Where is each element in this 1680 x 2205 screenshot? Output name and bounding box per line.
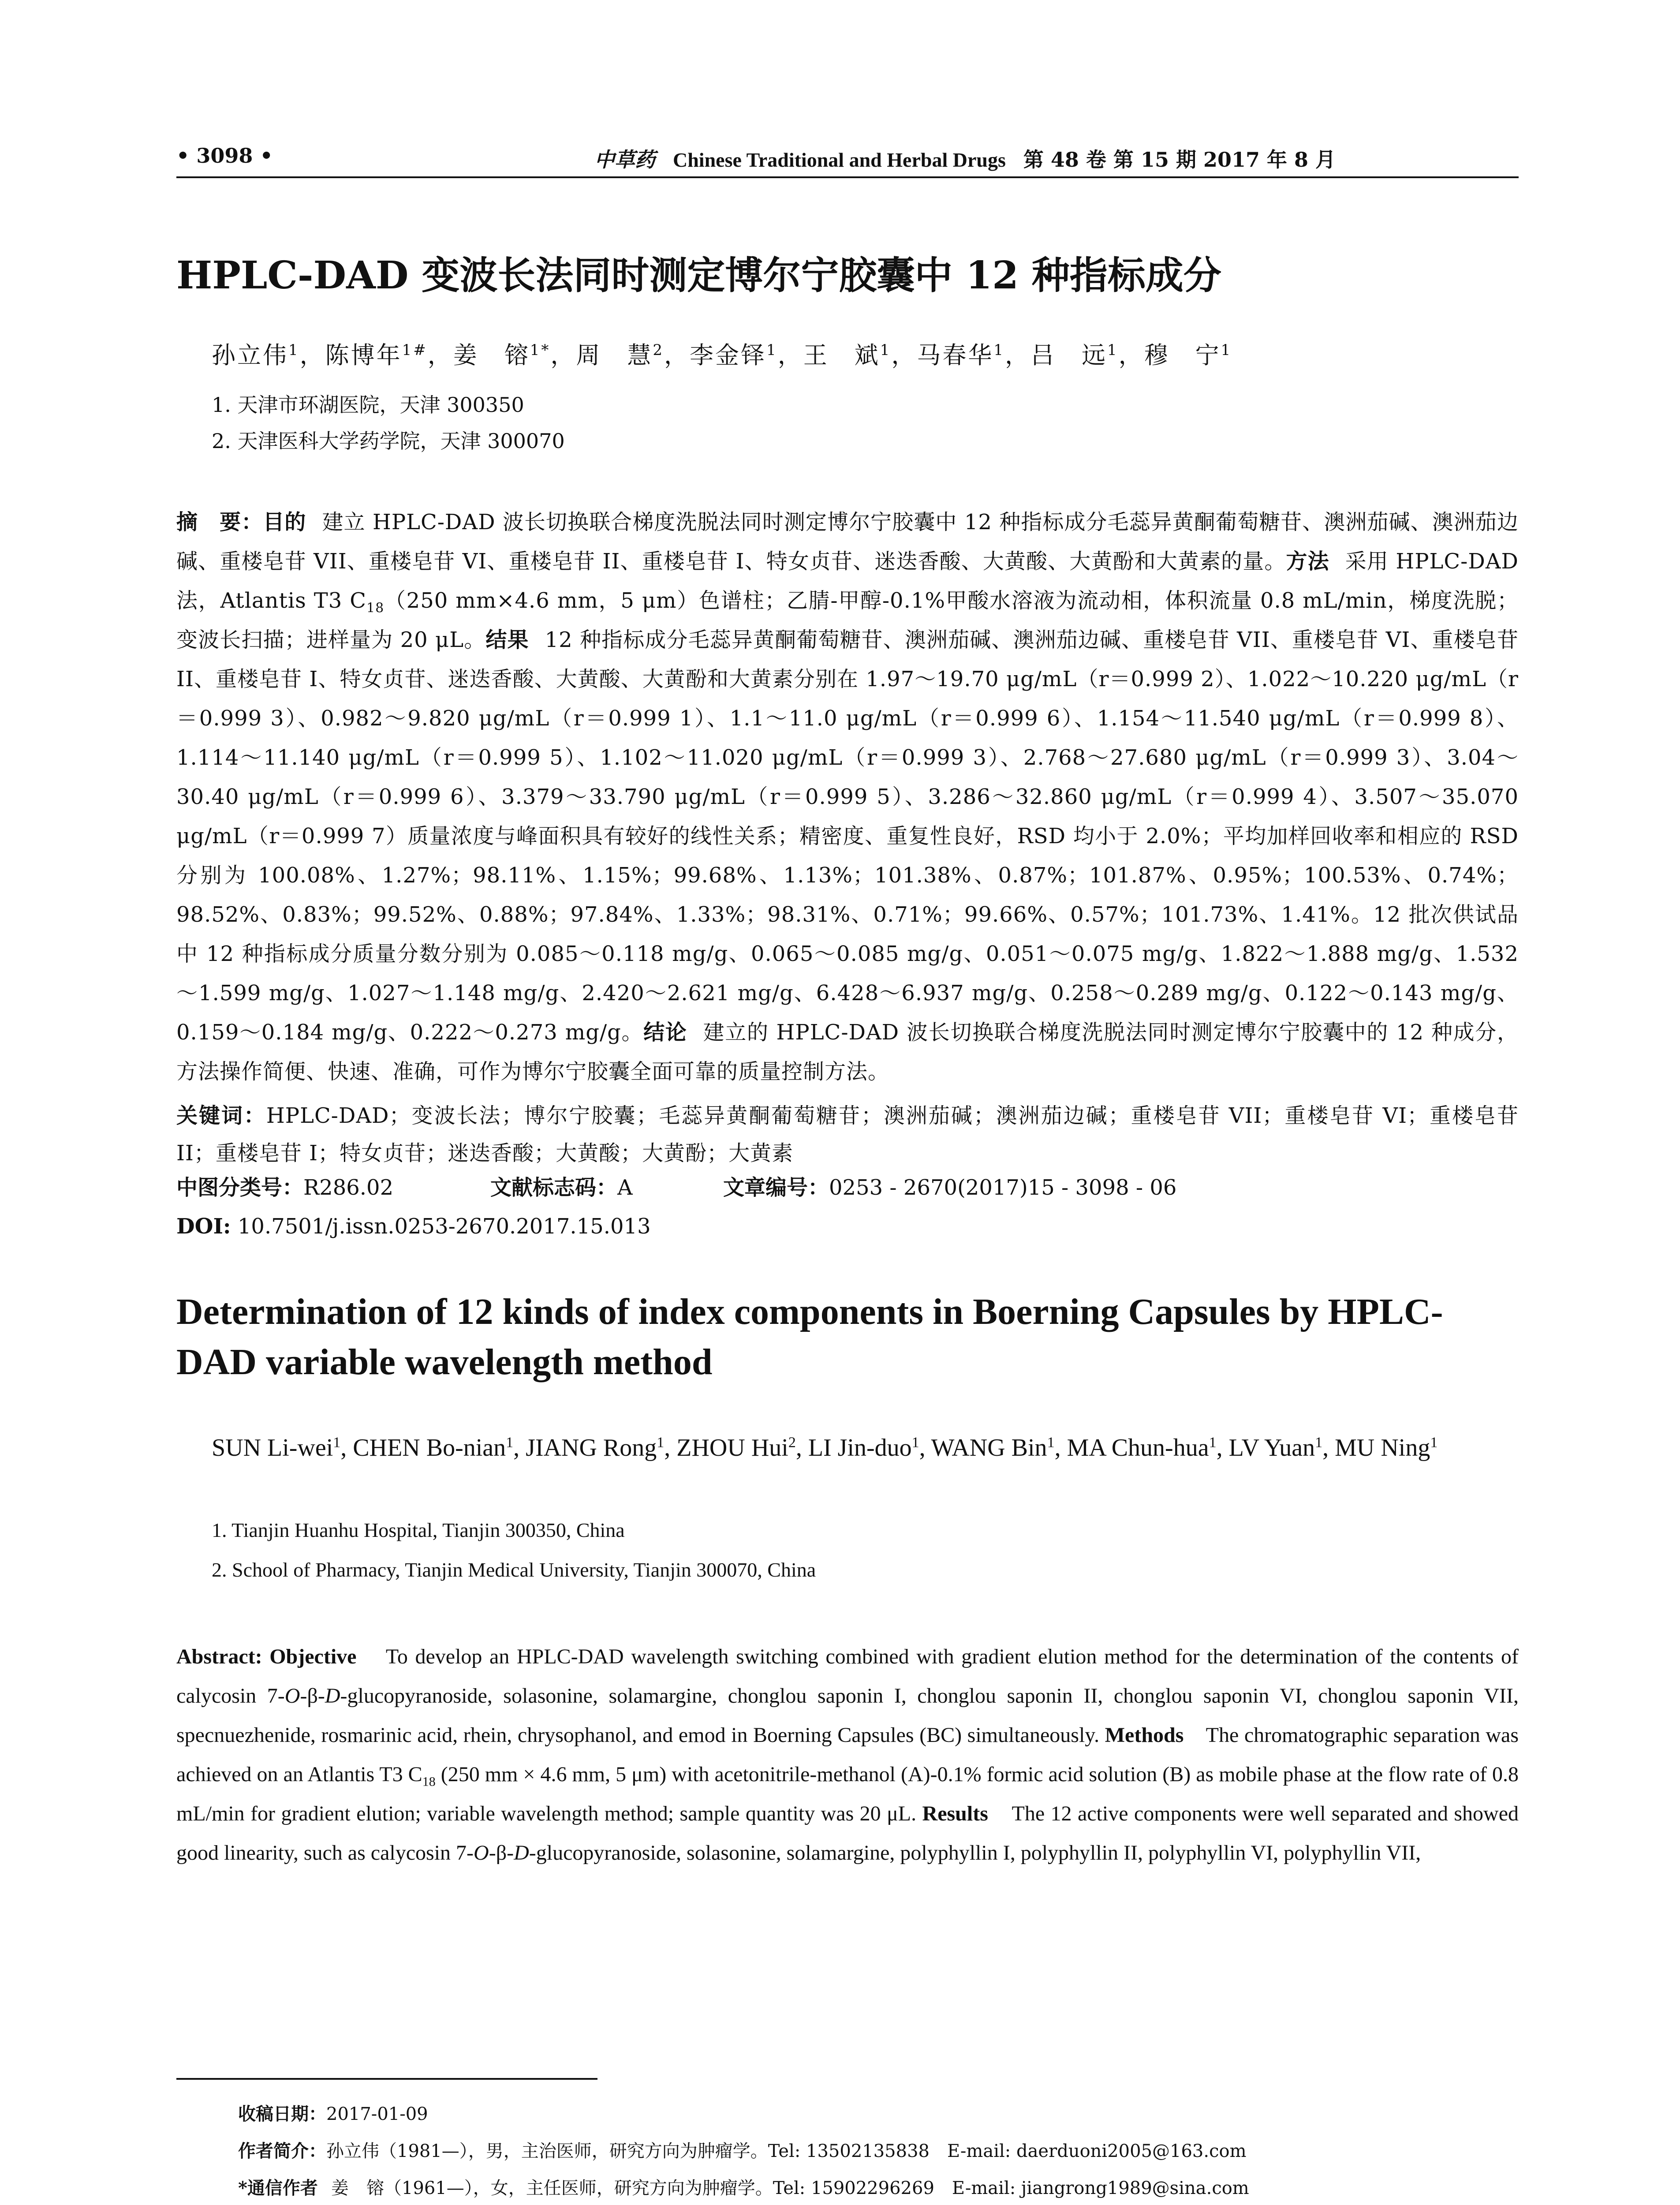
en-affiliation-1: 1. Tianjin Huanhu Hospital, Tianjin 300350, China xyxy=(212,1519,625,1541)
italic-d: D xyxy=(514,1841,529,1865)
en-author-sup: 1 xyxy=(1430,1434,1438,1451)
methods-text-a: 采用 HPLC-DAD 法，Atlantis T3 C xyxy=(176,549,1519,613)
beta: -β- xyxy=(489,1841,514,1865)
doc-code-field xyxy=(490,1172,633,1203)
clc-field xyxy=(176,1172,393,1203)
cn-author: 姜 镕 xyxy=(453,341,530,369)
cn-author-sup: 1# xyxy=(402,341,428,359)
cn-author-sup: 2 xyxy=(653,341,665,359)
author-separator: ， xyxy=(891,341,917,369)
footnote-rule xyxy=(176,2078,597,2080)
conclusion-label: 结论 xyxy=(643,1020,687,1045)
author-separator: ， xyxy=(777,341,803,369)
cn-author: 王 斌 xyxy=(803,341,880,369)
en-author-sup: 1 xyxy=(1209,1434,1217,1451)
cn-author: 陈博年 xyxy=(325,341,402,369)
en-author-sup: 1 xyxy=(911,1434,919,1451)
author-separator: ， xyxy=(664,341,690,369)
footnotes xyxy=(238,2096,1517,2205)
conclusion-text: 建立的 HPLC-DAD 波长切换联合梯度洗脱法同时测定博尔宁胶囊中的 12 种成分，方法操作简便、快速、准确，可作为博尔宁胶囊全面可靠的质量控制方法。 xyxy=(176,1020,1519,1084)
en-abstract-label: Abstract: Objective xyxy=(176,1645,357,1668)
journal-logo-cn: 中草药 xyxy=(594,148,655,172)
corr-label: *通信作者 xyxy=(238,2178,318,2198)
footnote-bio xyxy=(238,2133,1517,2170)
en-author-sup: 1 xyxy=(506,1434,514,1451)
en-author: LV Yuan xyxy=(1228,1434,1315,1461)
issue-info: 第 48 卷 第 15 期 2017 年 8 月 xyxy=(1023,148,1336,172)
en-author-sup: 2 xyxy=(788,1434,796,1451)
en-author: ZHOU Hui xyxy=(676,1434,788,1461)
cn-affiliation-2: 2. 天津医科大学药学院，天津 300070 xyxy=(212,429,565,453)
classification-row xyxy=(176,1172,1519,1203)
results-text: 12 种指标成分毛蕊异黄酮葡萄糖苷、澳洲茄碱、澳洲茄边碱、重楼皂苷 VII、重楼皂苷 VI、重楼皂苷 II、重楼皂苷 I、特女贞苷、迷迭香酸、大黄酸、大黄酚和大黄素分别在 1.97～19.70 μg/mL（r＝0.999 2）、1.022～10.220 μg/mL（r＝0.999 3）、0.982～9.820 μg/mL（r＝0.999 1）、1.1～11.0 μg/mL（r＝0.999 6）、1.154～11.540 μg/mL（r＝0.999 8）、1.114～11.140 μg/mL（r＝0.999 5）、1.102～11.020 μg/mL（r＝0.999 3）、2.768～27.680 μg/mL（r＝0.999 3）、3.04～30.40 μg/mL（r＝0.999 6）、3.379～33.790 μg/mL（r＝0.999 5）、3.286～32.860 μg/mL（r＝0.999 4）、3.507～35.070 μg/mL（r＝0.999 7）质量浓度与峰面积具有较好的线性关系；精密度、重复性良好，RSD 均小于 2.0%；平均加样回收率和相应的 RSD 分别为 100.08%、1.27%；98.11%、1.15%；99.68%、1.13%；101.38%、0.87%；101.87%、0.95%；100.53%、0.74%；98.52%、0.83%；99.52%、0.88%；97.84%、1.33%；98.31%、0.71%；99.66%、0.57%；101.73%、1.41%。12 批次供试品中 12 种指标成分质量分数分别为 0.085～0.118 mg/g、0.065～0.085 mg/g、0.051～0.075 mg/g、1.822～1.888 mg/g、1.532～1.599 mg/g、1.027～1.148 mg/g、2.420～2.621 mg/g、6.428～6.937 mg/g、0.258～0.289 mg/g、0.122～0.143 mg/g、0.159～0.184 mg/g、0.222～0.273 mg/g。 xyxy=(176,628,1519,1045)
en-methods-a: The chromatographic separation was achieved on an Atlantis T3 C xyxy=(176,1723,1519,1786)
bio-text: 孙立伟（1981—），男，主治医师，研究方向为肿瘤学。Tel: 13502135838 E-mail: daerduoni2005@163.com xyxy=(326,2141,1247,2161)
clc-value: R286.02 xyxy=(303,1175,394,1200)
italic-o: O xyxy=(474,1841,489,1865)
cn-author: 穆 宁 xyxy=(1144,341,1221,369)
doi-value: 10.7501/j.issn.0253-2670.2017.15.013 xyxy=(237,1214,651,1239)
author-separator: ， xyxy=(427,341,453,369)
cn-affiliation-1: 1. 天津市环湖医院，天津 300350 xyxy=(212,393,524,417)
en-objective-b: -glucopyranoside, solasonine, solamargine, chonglou saponin I, chonglou saponin II, chonglou saponin VI, chonglou saponin VII, specnuezhenide, rosmarinic acid, rhein, chrysophanol, and emod in Boerning Capsules (BC) simultaneously. xyxy=(176,1684,1519,1747)
cn-author-sup: 1 xyxy=(1221,341,1232,359)
footnote-received xyxy=(238,2096,1517,2133)
cn-author-sup: 1 xyxy=(993,341,1005,359)
cn-author: 孙立伟 xyxy=(212,341,288,369)
cn-author-sup: 1 xyxy=(880,341,892,359)
italic-d: D xyxy=(325,1684,340,1708)
en-results-a: The 12 active components were well separated and showed good linearity, such as calycosin 7- xyxy=(176,1802,1519,1865)
en-results-label: Results xyxy=(922,1802,988,1825)
cn-author: 吕 远 xyxy=(1030,341,1107,369)
en-author: CHEN Bo-nian xyxy=(353,1434,506,1461)
article-no-label: 文章编号： xyxy=(723,1175,829,1200)
en-author: MA Chun-hua xyxy=(1067,1434,1209,1461)
cn-abstract xyxy=(176,503,1519,1091)
en-author: WANG Bin xyxy=(931,1434,1047,1461)
footnote-corresponding xyxy=(238,2170,1517,2205)
en-methods-b: (250 mm × 4.6 mm, 5 μm) with acetonitrile-methanol (A)-0.1% formic acid solution (B) as mobile phase at the flow rate of 0.8 mL/min for gradient elution; variable wavelength method; sample quantity was 20 μL. xyxy=(176,1763,1519,1825)
en-methods-label: Methods xyxy=(1105,1723,1184,1747)
beta: -β- xyxy=(300,1684,325,1708)
cn-authors xyxy=(212,340,1517,371)
received-label: 收稿日期： xyxy=(238,2104,326,2124)
en-author-sup: 1 xyxy=(333,1434,341,1451)
keywords-label: 关键词： xyxy=(176,1103,266,1128)
cn-author: 周 慧 xyxy=(576,341,653,369)
en-author: LI Jin-duo xyxy=(808,1434,912,1461)
methods-label: 方法 xyxy=(1286,549,1329,574)
results-label: 结果 xyxy=(485,628,529,652)
objective-text: 建立 HPLC-DAD 波长切换联合梯度洗脱法同时测定博尔宁胶囊中 12 种指标成分毛蕊异黄酮葡萄糖苷、澳洲茄碱、澳洲茄边碱、重楼皂苷 VII、重楼皂苷 VI、重楼皂苷 II、重楼皂苷 I、特女贞苷、迷迭香酸、大黄酸、大黄酚和大黄素的量。 xyxy=(176,510,1519,574)
doc-code-label: 文献标志码： xyxy=(490,1175,618,1200)
en-results-b: -glucopyranoside, solasonine, solamargine, polyphyllin I, polyphyllin II, polyphyllin VI, polyphyllin VII, xyxy=(529,1841,1421,1865)
cn-keywords xyxy=(176,1097,1519,1172)
page-number: • 3098 • xyxy=(176,144,273,168)
article-no-field xyxy=(723,1172,1176,1203)
en-author-sup: 1 xyxy=(1315,1434,1323,1451)
cn-author-sup: 1* xyxy=(530,341,551,359)
author-separator: ， xyxy=(1118,341,1144,369)
doc-code-value: A xyxy=(617,1175,633,1200)
cn-author: 李金铎 xyxy=(690,341,767,369)
en-author-sup: 1 xyxy=(657,1434,665,1451)
clc-label: 中图分类号： xyxy=(176,1175,304,1200)
en-objective-a: To develop an HPLC-DAD wavelength switching combined with gradient elution method for the determination of the contents of calycosin 7- xyxy=(176,1645,1519,1708)
methods-text-b: （250 mm×4.6 mm，5 μm）色谱柱；乙腈-甲醇-0.1%甲酸水溶液为流动相，体积流量 0.8 mL/min，梯度洗脱；变波长扫描；进样量为 20 μL。 xyxy=(176,588,1519,652)
italic-o: O xyxy=(284,1684,300,1708)
running-header xyxy=(176,140,1519,178)
en-author-sup: 1 xyxy=(1047,1434,1055,1451)
en-author: MU Ning xyxy=(1335,1434,1430,1461)
cn-author-sup: 1 xyxy=(766,341,778,359)
doi-row xyxy=(176,1211,1519,1242)
bio-label: 作者简介： xyxy=(238,2141,326,2161)
en-affiliation-2: 2. School of Pharmacy, Tianjin Medical University, Tianjin 300070, China xyxy=(212,1558,816,1581)
received-date: 2017-01-09 xyxy=(326,2104,428,2124)
objective-label: 目的 xyxy=(263,510,306,534)
abstract-label: 摘 要： xyxy=(176,510,263,534)
journal-header xyxy=(594,144,1336,173)
doi-label: DOI: xyxy=(176,1214,231,1239)
en-author: SUN Li-wei xyxy=(212,1434,333,1461)
keywords-text: HPLC-DAD；变波长法；博尔宁胶囊；毛蕊异黄酮葡萄糖苷；澳洲茄碱；澳洲茄边碱；重楼皂苷 VII；重楼皂苷 VI；重楼皂苷 II；重楼皂苷 I；特女贞苷；迷迭香酸；大黄酸；大黄酚；大黄素 xyxy=(176,1103,1519,1166)
en-authors: SUN Li-wei$^1$, CHEN Bo-nian$^1$, JIANG Rong$^1$, ZHOU Hui$^2$, LI Jin-duo$^1$, WANG Bin$^1$, MA Chun-hua$^1$, LV Yuan$^1$, MU Ning$^1$ xyxy=(212,1434,1438,1461)
cn-author: 马春华 xyxy=(917,341,994,369)
cn-author-sup: 1 xyxy=(1107,341,1119,359)
cn-title: HPLC-DAD 变波长法同时测定博尔宁胶囊中 12 种指标成分 xyxy=(176,253,1221,298)
en-abstract xyxy=(176,1637,1519,1872)
en-title: Determination of 12 kinds of index components in Boerning Capsules by HPLC-DAD variable wavelength method xyxy=(176,1291,1443,1383)
author-separator: ， xyxy=(550,341,576,369)
methods-sub: 18 xyxy=(366,600,385,616)
corr-text: 姜 镕（1961—），女，主任医师，研究方向为肿瘤学。Tel: 15902296269 E-mail: jiangrong1989@sina.com xyxy=(331,2178,1249,2198)
author-separator: ， xyxy=(299,341,325,369)
cn-author-sup: 1 xyxy=(288,341,300,359)
en-methods-sub: 18 xyxy=(422,1774,436,1789)
journal-name-en: Chinese Traditional and Herbal Drugs xyxy=(673,149,1006,171)
article-no-value: 0253 - 2670(2017)15 - 3098 - 06 xyxy=(829,1175,1177,1200)
en-author: JIANG Rong xyxy=(526,1434,657,1461)
author-separator: ， xyxy=(1004,341,1030,369)
